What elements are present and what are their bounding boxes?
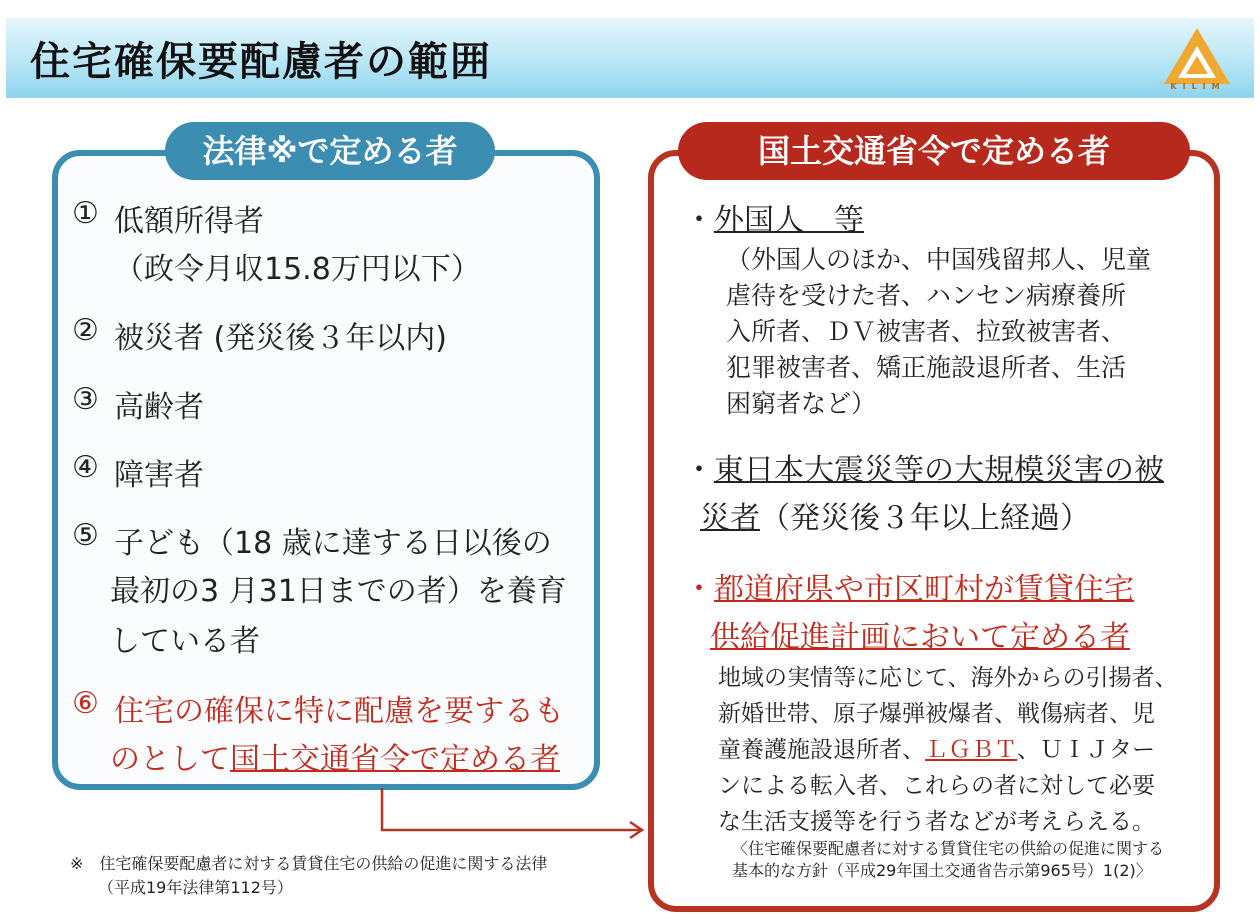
detail-line: 犯罪被害者、矯正施設退所者、生活 <box>726 353 1127 382</box>
item-number: ⑥ <box>72 686 99 721</box>
citation-line: 基本的な方針（平成29年国土交通省告示第965号）1(2)〉 <box>732 861 1152 880</box>
item-text-plain: のとして <box>110 742 230 777</box>
item-text-continued: （政令月収15.8万円以下） <box>114 252 481 287</box>
item-text: 高齢者 <box>114 390 204 425</box>
detail-text: 童養護施設退所者、 <box>718 737 925 763</box>
item-number: ④ <box>72 450 99 485</box>
detail-line: 地域の実情等に応じて、海外からの引揚者、 <box>718 665 1178 691</box>
ministry-ordinance-link-text: 国土交通省令で定める者 <box>230 742 560 777</box>
bullet-item-local-plan <box>684 564 1134 608</box>
item-number: ③ <box>72 382 99 417</box>
footnote-line: ※ 住宅確保要配慮者に対する賃貸住宅の供給の促進に関する法律 <box>70 854 548 873</box>
bullet-icon: ・ <box>684 572 714 607</box>
item-number: ⑤ <box>72 518 99 553</box>
bullet-heading-continued <box>700 493 1090 537</box>
bullet-icon: ・ <box>684 453 714 488</box>
detail-line: （外国人のほか、中国残留邦人、児童 <box>726 245 1152 274</box>
item-text: 低額所得者 <box>114 204 264 239</box>
item-number: ② <box>72 313 99 348</box>
lgbt-text: ＬＧＢＴ <box>925 737 1017 763</box>
item-text: 被災者 (発災後３年以内) <box>114 321 447 356</box>
bullet-icon: ・ <box>684 203 714 238</box>
detail-line <box>718 732 1178 768</box>
item-number: ① <box>72 196 99 231</box>
bullet-heading: 供給促進計画において定める者 <box>710 620 1130 655</box>
item-text-continued <box>110 734 560 778</box>
detail-line: ンによる転入者、これらの者に対して必要 <box>718 773 1155 799</box>
detail-text: 、ＵＩＪター <box>1017 737 1155 763</box>
source-citation <box>732 838 1164 882</box>
item-text-continued: している者 <box>110 624 260 659</box>
footnote <box>70 852 547 900</box>
bullet-heading: 東日本大震災等の大規模災害の被 <box>714 453 1164 488</box>
bullet-note: （発災後３年以上経過） <box>760 501 1090 536</box>
bullet-item-foreigners <box>684 195 864 239</box>
detail-line: 新婚世帯、原子爆弾被爆者、戦傷病者、児 <box>718 701 1155 727</box>
item-text: 子ども（18 歳に達する日以後の <box>114 526 552 561</box>
item-text: 障害者 <box>114 458 204 493</box>
item-text: 住宅の確保に特に配慮を要するも <box>114 694 564 729</box>
page-title: 住宅確保要配慮者の範囲 <box>30 39 492 85</box>
bullet-heading: 都道府県や市区町村が賃貸住宅 <box>714 572 1134 607</box>
bullet-detail <box>718 660 1178 840</box>
detail-line: な生活支援等を行う者などが考えらえる。 <box>718 809 1155 835</box>
citation-line: 〈住宅確保要配慮者に対する賃貸住宅の供給の促進に関する <box>732 839 1165 858</box>
right-panel-title: 国土交通省令で定める者 <box>678 122 1190 180</box>
detail-line: 虐待を受けた者、ハンセン病療養所 <box>726 281 1127 310</box>
detail-line: 困窮者など） <box>726 389 877 418</box>
detail-line: 入所者、ＤＶ被害者、拉致被害者、 <box>726 317 1127 346</box>
bullet-heading: 外国人 等 <box>714 203 864 238</box>
bullet-detail <box>726 242 1151 422</box>
left-panel-title: 法律※で定める者 <box>165 122 495 180</box>
bullet-item-disaster <box>684 445 1164 489</box>
logo-text: KILIM <box>1170 82 1226 91</box>
footnote-line: （平成19年法律第112号） <box>98 878 293 897</box>
item-text-continued: 最初の3 月31日までの者）を養育 <box>110 574 567 609</box>
bullet-heading: 災者 <box>700 501 760 536</box>
bullet-heading-continued <box>710 612 1130 656</box>
